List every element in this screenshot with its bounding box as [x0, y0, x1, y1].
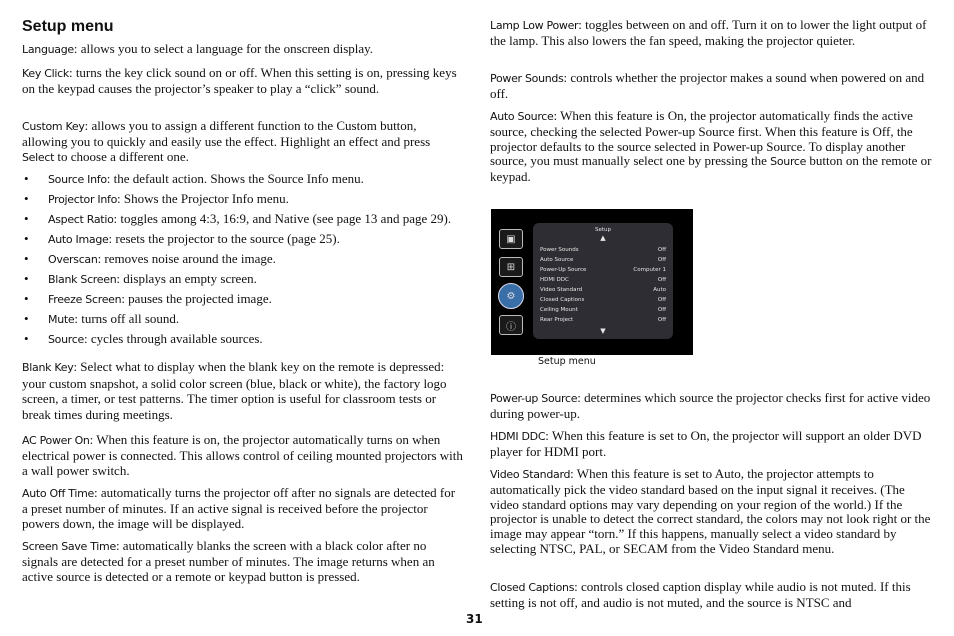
- chevron-down-icon: ▼: [600, 327, 606, 335]
- power-sounds-term: Power Sounds: [490, 72, 564, 85]
- custom-key-paragraph: [22, 119, 464, 165]
- blank-key-paragraph: [22, 359, 464, 422]
- power-sounds-text: : controls whether the projector makes a sound when powered on and off.: [490, 70, 925, 101]
- settings-plus-icon-glyph: ⊞: [506, 261, 516, 273]
- picture-icon: [499, 229, 523, 249]
- list-item: [22, 332, 464, 348]
- bullet-dot: •: [24, 290, 29, 306]
- menu-row: [540, 257, 666, 263]
- custom-key-select-term: Select: [22, 150, 55, 164]
- chevron-up-icon: ▲: [600, 234, 606, 242]
- bullet-term: Auto Image: [48, 232, 109, 246]
- page-title: Setup menu: [22, 18, 114, 35]
- auto-off-time-term: Auto Off Time: [22, 487, 94, 500]
- custom-key-text-1: : allows you to assign a different function to the Custom button, allowing you to quickly and easily use the effect. Highlight an effect and press: [22, 118, 431, 149]
- list-item: [22, 212, 464, 228]
- bullet-term: Freeze Screen: [48, 292, 122, 306]
- menu-row-value: Off: [657, 297, 666, 303]
- custom-key-term: Custom Key: [22, 120, 85, 133]
- bullet-term: Projector Info: [48, 192, 118, 206]
- list-item: [22, 312, 464, 328]
- info-icon-glyph: ⓘ: [506, 321, 516, 333]
- bullet-dot: •: [24, 210, 29, 226]
- key-click-text: : turns the key click sound on or off. When this setting is on, pressing keys on the keypad causes the projector’s speaker to play a “click” sound.: [22, 65, 457, 96]
- video-standard-paragraph: [490, 467, 932, 557]
- auto-source-term: Auto Source: [490, 110, 554, 123]
- menu-row-value: Auto: [653, 287, 666, 293]
- list-item: [22, 272, 464, 288]
- lamp-low-power-text: : toggles between on and off. Turn it on to lower the light output of the lamp. This also lowers the fan speed, making the projector quieter.: [490, 17, 927, 48]
- blank-key-term: Blank Key: [22, 361, 74, 374]
- hdmi-ddc-text: : When this feature is set to On, the projector will support an older DVD player for HDMI port.: [490, 428, 922, 459]
- video-standard-text: : When this feature is set to Auto, the projector attempts to automatically pick the video standard based on the input signal it receives. (The video standard options may vary depending on your region of the world.) If the projector is unable to detect the correct standard, the colors may not look right or the image may appear “torn.” If this happens, manually select a video standard by selecting NTSC, PAL, or SECAM from the Video Standard menu.: [490, 466, 931, 556]
- menu-row-value: Off: [657, 317, 666, 323]
- menu-row-label: HDMI DDC: [540, 277, 569, 283]
- gear-icon: [498, 283, 524, 309]
- bullet-text: : cycles through available sources.: [83, 330, 263, 346]
- blank-key-text: : Select what to display when the blank key on the remote is depressed: your custom snapshot, a solid color screen (blue, black or white), the factory logo screen, a timer, or test patterns. The timer option is useful for classroom tests or break times during meetings.: [22, 359, 447, 422]
- gear-icon-glyph: ⚙: [506, 290, 516, 302]
- menu-row-label: Power-Up Source: [540, 267, 587, 273]
- list-item: [22, 192, 464, 208]
- language-paragraph: [22, 42, 464, 58]
- auto-source-paragraph: [490, 109, 932, 185]
- menu-row-value: Off: [657, 247, 666, 253]
- ac-power-on-paragraph: [22, 433, 464, 478]
- auto-source-text-1: : When this feature is On, the projector automatically finds the active source, checking the selected Power-up Source first. When this feature is Off, the projector defaults to the source selected in Power-up Source. To display another source, you must manually select one by pressing the: [490, 108, 913, 169]
- list-item: [22, 292, 464, 308]
- language-text: : allows you to select a language for the onscreen display.: [73, 41, 374, 56]
- list-item: [22, 232, 464, 248]
- closed-captions-term: Closed Captions: [490, 581, 575, 594]
- menu-row-label: Power Sounds: [540, 247, 579, 253]
- bullet-term: Source: [48, 332, 84, 346]
- power-up-source-text: : determines which source the projector checks first for active video during power-up.: [490, 390, 931, 421]
- menu-row-value: Computer 1: [633, 267, 666, 273]
- bullet-term: Overscan: [48, 252, 98, 266]
- page-number: 31: [466, 612, 483, 626]
- menu-row: [540, 277, 666, 283]
- bullet-text: : pauses the projected image.: [121, 290, 272, 306]
- menu-row: [540, 287, 666, 293]
- closed-captions-paragraph: [490, 580, 932, 611]
- bullet-text: : Shows the Projector Info menu.: [117, 190, 289, 206]
- menu-row-value: Off: [657, 257, 666, 263]
- custom-key-text-2: to choose a different one.: [54, 148, 189, 164]
- auto-off-time-text: : automatically turns the projector off after no signals are detected for a preset number of minutes. If an active signal is received before the projector powers down, the image will be displayed.: [22, 485, 456, 531]
- menu-row: [540, 247, 666, 253]
- auto-off-time-paragraph: [22, 486, 464, 531]
- bullet-dot: •: [24, 250, 29, 266]
- menu-row-label: Auto Source: [540, 257, 574, 263]
- power-up-source-term: Power-up Source: [490, 392, 578, 405]
- menu-row: [540, 297, 666, 303]
- screen-save-time-term: Screen Save Time: [22, 540, 116, 553]
- bullet-dot: •: [24, 330, 29, 346]
- menu-row-label: Ceiling Mount: [540, 307, 578, 313]
- power-sounds-paragraph: [490, 71, 932, 102]
- lamp-low-power-paragraph: [490, 18, 932, 49]
- lamp-low-power-term: Lamp Low Power: [490, 19, 579, 32]
- hdmi-ddc-paragraph: [490, 429, 932, 460]
- power-up-source-paragraph: [490, 391, 932, 422]
- bullet-term: Mute: [48, 312, 75, 326]
- bullet-term: Source Info: [48, 173, 107, 186]
- bullet-text: : toggles among 4:3, 16:9, and Native (see page 13 and page 29).: [113, 210, 452, 226]
- settings-plus-icon: [499, 257, 523, 277]
- video-standard-term: Video Standard: [490, 468, 571, 481]
- auto-source-text-2: button on the remote or keypad.: [490, 153, 932, 185]
- info-icon: [499, 315, 523, 335]
- screen-save-time-paragraph: [22, 539, 464, 584]
- ac-power-on-text: : When this feature is on, the projector automatically turns on when electrical power is connected. This allows control of ceiling mounted projectors with a wall power switch.: [22, 432, 463, 478]
- picture-icon-glyph: ▣: [506, 233, 516, 245]
- closed-captions-text: : controls closed caption display while audio is not muted. If this setting is not off, and audio is not muted, and the source is NTSC and: [490, 579, 911, 610]
- menu-row-label: Rear Project: [540, 317, 574, 323]
- bullet-text: : resets the projector to the source (page 25).: [108, 230, 340, 246]
- list-item: [22, 172, 464, 188]
- hdmi-ddc-term: HDMI DDC: [490, 430, 546, 443]
- bullet-text: : turns off all sound.: [74, 310, 180, 326]
- auto-source-source-term: Source: [770, 155, 807, 169]
- key-click-paragraph: [22, 66, 464, 97]
- bullet-dot: •: [24, 270, 29, 286]
- menu-title: Setup: [594, 227, 611, 233]
- menu-row-label: Closed Captions: [540, 297, 585, 303]
- menu-row-value: Off: [657, 277, 666, 283]
- ac-power-on-term: AC Power On: [22, 434, 90, 447]
- menu-row: [540, 307, 666, 313]
- menu-row-value: Off: [657, 307, 666, 313]
- menu-row: [540, 317, 666, 323]
- bullet-text: : removes noise around the image.: [97, 250, 276, 266]
- bullet-text: : the default action. Shows the Source Info menu.: [106, 171, 364, 186]
- list-item: [22, 252, 464, 268]
- bullet-dot: •: [24, 230, 29, 246]
- menu-row-label: Video Standard: [540, 287, 583, 293]
- language-term: Language: [22, 43, 74, 56]
- screen-save-time-text: : automatically blanks the screen with a black color after no signals are detected for a preset number of minutes. The image returns when an active source is detected or a remote or keypad button is pressed.: [22, 538, 435, 584]
- menu-row: [540, 267, 666, 273]
- bullet-text: : displays an empty screen.: [116, 270, 257, 286]
- figure-caption: Setup menu: [538, 356, 596, 367]
- setup-menu-panel: [533, 223, 673, 339]
- key-click-term: Key Click: [22, 67, 69, 80]
- bullet-term: Aspect Ratio: [48, 212, 114, 226]
- bullet-term: Blank Screen: [48, 272, 117, 286]
- setup-menu-screenshot: [491, 209, 693, 355]
- bullet-dot: •: [24, 190, 29, 206]
- bullet-dot: •: [24, 171, 29, 186]
- custom-key-options-list: [22, 172, 464, 352]
- bullet-dot: •: [24, 310, 29, 326]
